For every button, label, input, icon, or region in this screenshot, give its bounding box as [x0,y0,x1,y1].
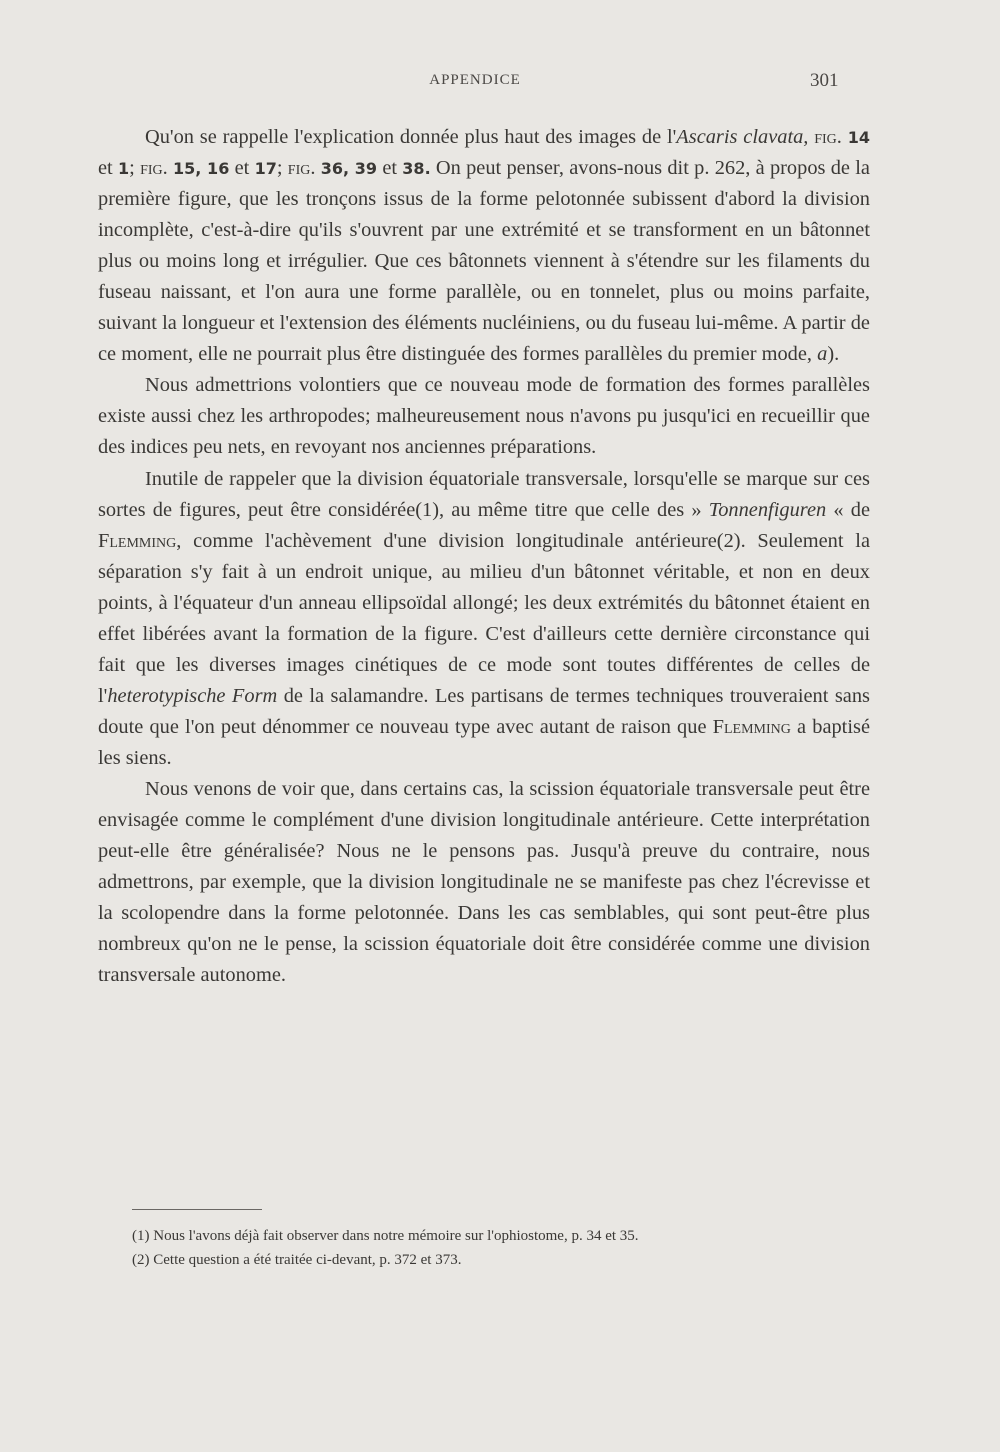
figure-ref: fig. [287,157,316,180]
text-run: ; [129,157,135,180]
figure-number: 1 [117,159,130,179]
figure-number: 14 [847,128,870,147]
text-run: Inutile de rappeler que la division équatoriale transversale, lorsqu'elle se marque sur ces sortes de figures, peut être considérée(1), au même titre que celle des » [98,467,870,521]
text-run: a baptisé les siens. [98,715,870,769]
text-run: On peut penser, avons-nous dit p. 262, à propos de la première figure, que les tronçons issus de la forme pelotonnée subissent d'abord la division incomplète, c'est-à-dire qu'ils s'ouvrent par une extrémité et se transforment en un bâtonnet plus ou moins long et irrégulier. Que ces bâtonnets viennent à s'étendre sur les filaments du fuseau naissant, et l'on aura une forme parallèle, ou en tonnelet, plus ou moins parfaite, suivant la longueur et l'extension des éléments nucléiniens, ou du fuseau lui-même. A partir de ce moment, elle ne pourrait plus être distinguée des formes parallèles du premier mode, [98,157,870,366]
paragraph-1 [98,122,870,370]
footnote-1: (1) Nous l'avons déjà fait observer dans notre mémoire sur l'ophiostome, p. 34 et 35. [132,1228,639,1244]
paragraph-2: Nous admettrions volontiers que ce nouveau mode de formation des formes parallèles existe aussi chez les arthropodes; malheureusement nous n'avons pu jusqu'ici en recueillir que des indices peu nets, en revoyant nos anciennes préparations. [98,374,870,459]
species-name: Ascaris clavata, [676,126,809,148]
text-run: et [234,157,250,180]
text-run: et [98,157,113,180]
page-header [0,70,1000,96]
footnote-rule [132,1209,262,1210]
text-run: « de [833,498,871,521]
figure-number: 38. [402,159,431,179]
figure-ref: fig. [140,157,168,180]
paragraph-4: Nous venons de voir que, dans certains cas, la scission équatoriale transversale peut être envisagée comme le complément d'une division longitudinale antérieure. Cette interprétation peut-elle être généralisée? Nous ne le pensons pas. Jusqu'à preuve du contraire, nous admettrons, par exemple, que la division longitudinale ne se manifeste pas chez l'écrevisse et la scolopendre dans la forme pelotonnée. Dans les cas semblables, qui sont peut-être plus nombreux qu'on ne le pense, la scission équatoriale doit être considérée comme une division transversale autonome. [98,777,870,987]
text-run: ; [276,157,283,180]
running-head: APPENDICE [429,72,521,88]
footnote-2: (2) Cette question a été traitée ci-devant, p. 372 et 373. [132,1252,462,1268]
author-name: Flemming [712,715,791,738]
figure-number: 17 [254,159,277,179]
page-number: 301 [810,70,839,91]
term-italic: heterotypische Form [107,684,278,707]
body-text [98,122,870,991]
footnotes [132,1224,892,1272]
figure-ref: fig. [814,126,842,148]
text-run: et [382,157,398,180]
text-run: Qu'on se rappelle l'explication donnée plus haut des images de l' [145,126,677,148]
mode-label: a [817,343,828,366]
author-name: Flemming [98,529,177,552]
figure-number: 15, 16 [172,159,230,179]
text-run: de la salamandre. Les partisans de termes techniques trouveraient sans doute que l'on peut dénommer ce nouveau type avec autant de raison que [98,684,870,738]
paragraph-3 [98,464,870,774]
text-run: ). [827,343,840,366]
text-run: , comme l'achèvement d'une division longitudinale antérieure(2). Seulement la séparation s'y fait à un endroit unique, au milieu d'un bâtonnet véritable, et non en deux points, à l'équateur d'un anneau ellipsoïdal allongé; les deux extrémités du bâtonnet étaient en effet libérées avant la formation de la figure. C'est d'ailleurs cette dernière circonstance qui fait que les diverses images cinétiques de ce mode sont toutes différentes de celles de l' [98,529,870,707]
term-italic: Tonnenfiguren [708,498,827,521]
figure-number: 36, 39 [320,159,378,179]
